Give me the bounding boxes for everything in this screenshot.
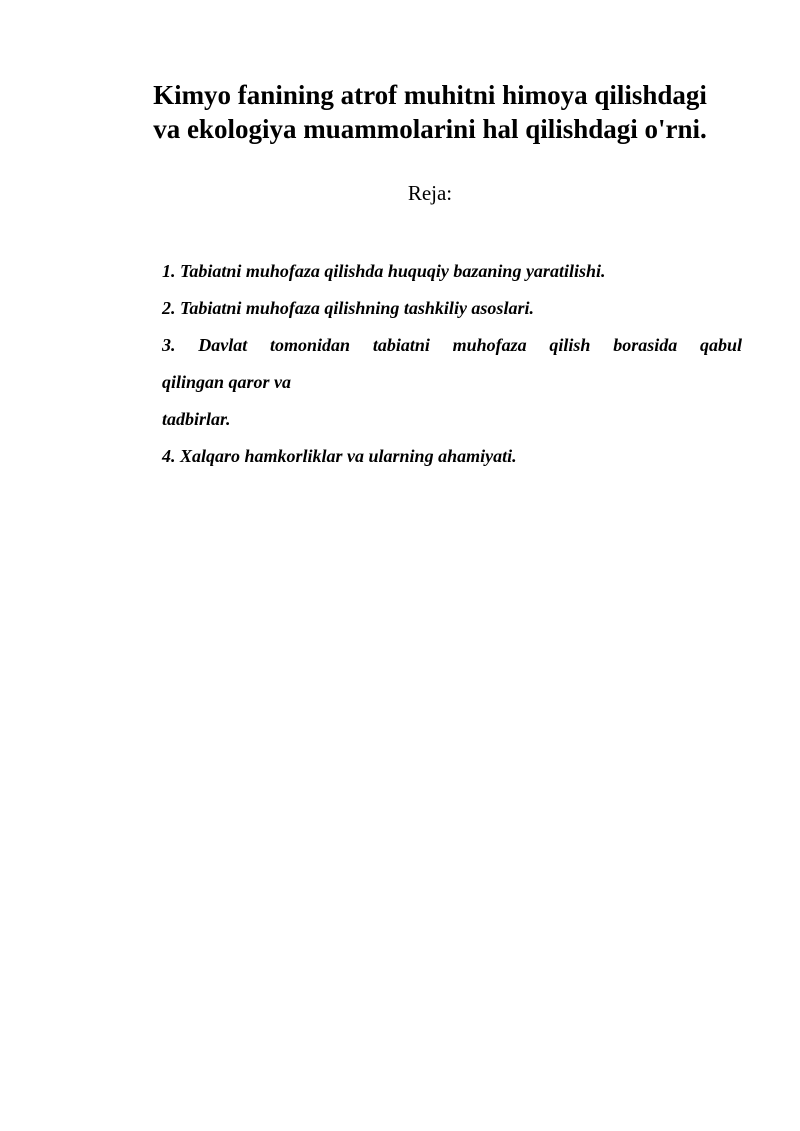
page-title [100,78,760,146]
plan-item-3-line-2: qilingan qaror va [162,372,292,392]
plan-item-2 [162,290,742,327]
plan-item-4 [162,438,742,475]
plan-item-3-line-1: 3. Davlat tomonidan tabiatni muhofaza qilish borasida qabul [162,335,742,355]
plan-item-3-line-3: tadbirlar. [162,409,231,429]
title-line-2: va ekologiya muammolarini hal qilishdagi o'rni. [153,114,707,144]
plan-heading: Reja: [407,181,453,205]
plan-item-1 [162,253,742,290]
title-line-1: Kimyo fanining atrof muhitni himoya qilishdagi [153,80,707,110]
plan-list [162,253,742,475]
plan-item-3 [162,327,742,438]
plan-item-2-text: 2. Tabiatni muhofaza qilishning tashkiliy asoslari. [162,298,534,318]
plan-item-1-text: 1. Tabiatni muhofaza qilishda huquqiy bazaning yaratilishi. [162,261,606,281]
plan-item-4-text: 4. Xalqaro hamkorliklar va ularning ahamiyati. [162,446,517,466]
